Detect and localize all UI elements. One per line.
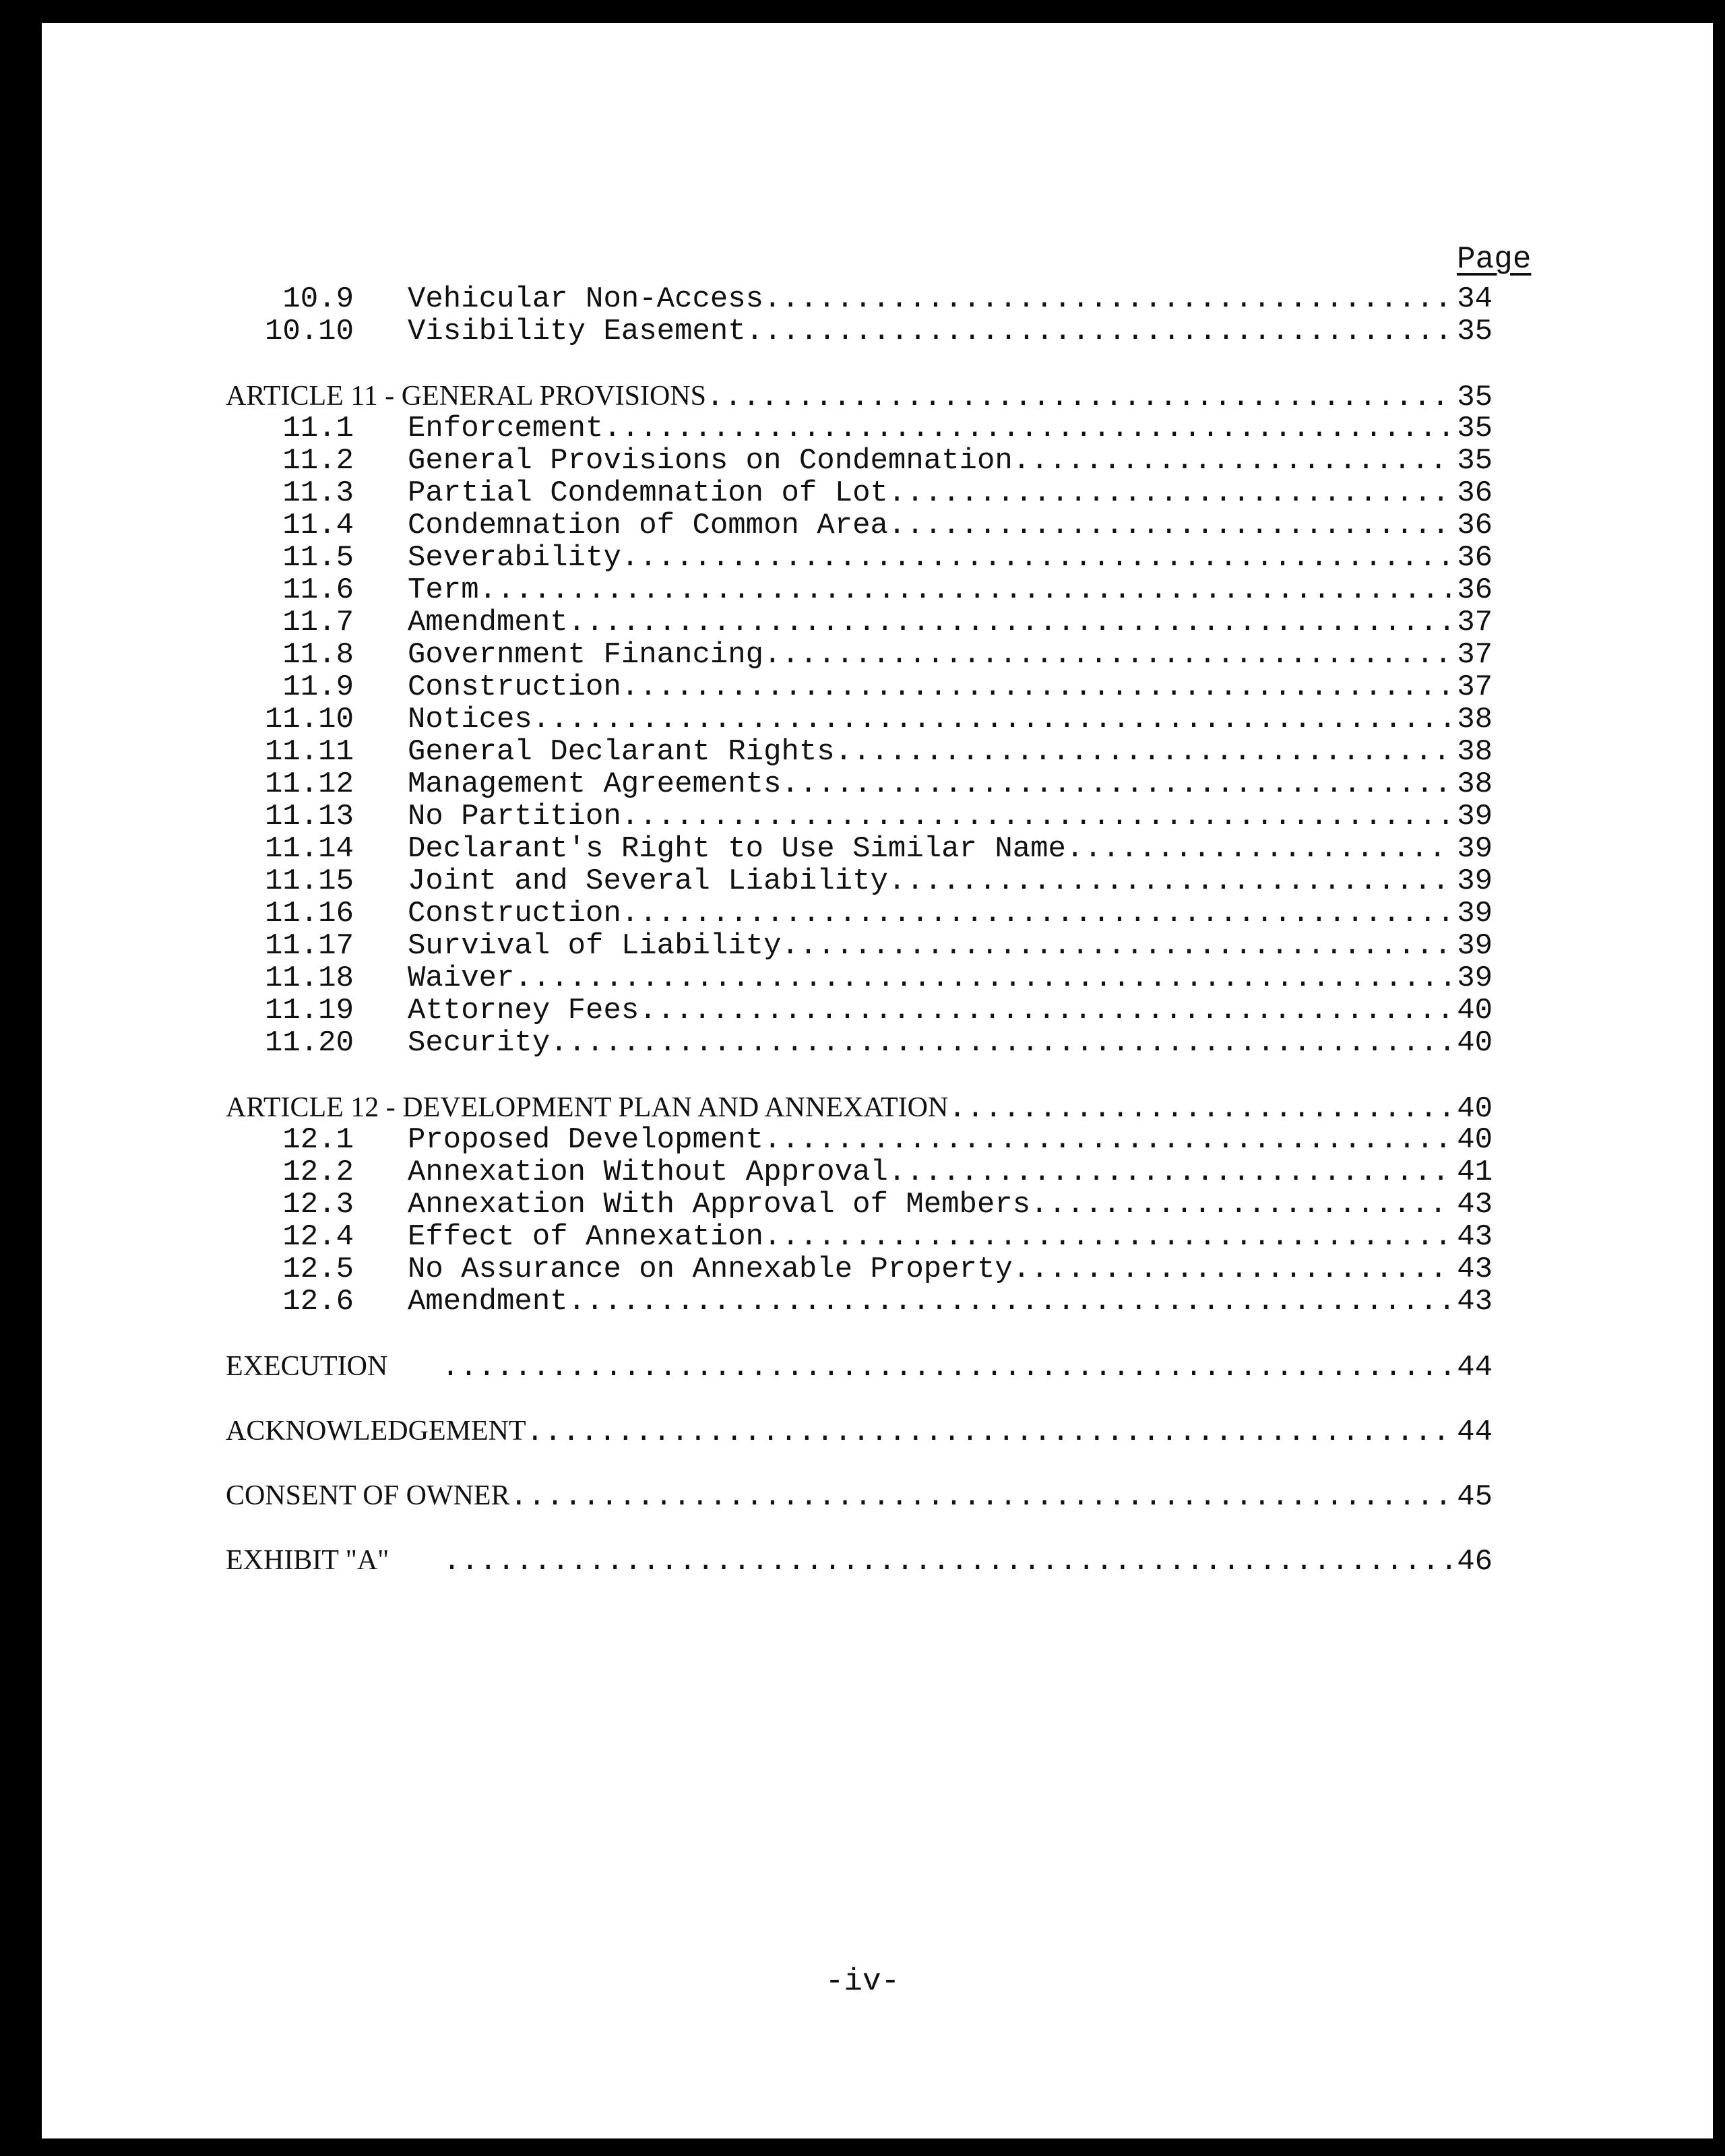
section-page-number: 36 bbox=[1457, 573, 1493, 607]
section-number: 11.8 bbox=[282, 638, 354, 672]
section-spacer bbox=[226, 348, 1493, 380]
section-number: 11.13 bbox=[264, 800, 354, 833]
section-title: Joint and Several Liability bbox=[408, 864, 888, 898]
section-title: Survival of Liability bbox=[408, 929, 782, 963]
toc-entry-row bbox=[226, 962, 1493, 994]
toc-entry-row bbox=[226, 509, 1493, 542]
section-title: Attorney Fees bbox=[408, 994, 639, 1027]
section-title: Government Financing bbox=[408, 638, 764, 672]
section-page-number: 39 bbox=[1457, 864, 1493, 898]
section-title: Enforcement bbox=[408, 412, 604, 445]
toc-entry-row bbox=[226, 574, 1493, 606]
section-title: Severability bbox=[408, 541, 621, 575]
section-page-number: 37 bbox=[1457, 670, 1493, 704]
section-title: Management Agreements bbox=[408, 767, 782, 801]
section-page-number: 43 bbox=[1457, 1188, 1493, 1222]
dot-leader bbox=[568, 606, 1452, 639]
section-page-number: 43 bbox=[1457, 1220, 1493, 1254]
dot-leader bbox=[441, 1352, 1452, 1384]
section-number: 12.4 bbox=[282, 1220, 354, 1254]
section-page-number: 35 bbox=[1457, 381, 1493, 414]
dot-leader bbox=[603, 412, 1452, 445]
section-number: 11.17 bbox=[264, 929, 354, 963]
section-spacer bbox=[226, 1512, 1493, 1544]
dot-leader bbox=[532, 703, 1452, 736]
dot-leader bbox=[782, 930, 1453, 962]
toc-entry-row bbox=[226, 283, 1493, 315]
toc-heading-row bbox=[226, 1350, 1493, 1383]
toc-entry-row bbox=[226, 994, 1493, 1027]
section-page-number: 36 bbox=[1457, 509, 1493, 542]
dot-leader bbox=[621, 897, 1452, 930]
section-page-number: 37 bbox=[1457, 606, 1493, 639]
section-number: 12.6 bbox=[282, 1285, 354, 1319]
dot-leader bbox=[763, 1124, 1452, 1156]
dot-leader bbox=[1013, 445, 1452, 477]
section-page-number: 39 bbox=[1457, 897, 1493, 930]
page-number: -iv- bbox=[825, 1964, 900, 1999]
section-page-number: 38 bbox=[1457, 703, 1493, 736]
section-spacer bbox=[226, 1059, 1493, 1091]
section-page-number: 36 bbox=[1457, 541, 1493, 575]
section-number: 11.10 bbox=[264, 703, 354, 736]
toc-entry-row bbox=[226, 1286, 1493, 1318]
dot-leader bbox=[763, 639, 1452, 671]
section-title: No Partition bbox=[408, 800, 621, 833]
dot-leader bbox=[639, 994, 1452, 1027]
dot-leader bbox=[1030, 1188, 1452, 1221]
dot-leader bbox=[621, 671, 1452, 703]
toc-entry-row bbox=[226, 703, 1493, 736]
toc-entry-row bbox=[226, 1124, 1493, 1156]
section-number: 11.18 bbox=[264, 961, 354, 995]
dot-leader bbox=[763, 1221, 1452, 1253]
section-title: No Assurance on Annexable Property bbox=[408, 1253, 1013, 1286]
toc-entry-row bbox=[226, 1253, 1493, 1286]
section-spacer bbox=[226, 1318, 1493, 1350]
dot-leader bbox=[888, 509, 1452, 542]
section-page-number: 39 bbox=[1457, 929, 1493, 963]
section-title: Proposed Development bbox=[408, 1123, 764, 1157]
section-page-number: 44 bbox=[1457, 1416, 1493, 1449]
toc-entry-row bbox=[226, 930, 1493, 962]
section-page-number: 39 bbox=[1457, 800, 1493, 833]
dot-leader bbox=[550, 1027, 1452, 1059]
section-number: 11.6 bbox=[282, 573, 354, 607]
dot-leader bbox=[479, 574, 1452, 606]
section-page-number: 35 bbox=[1457, 444, 1493, 478]
section-page-number: 45 bbox=[1457, 1480, 1493, 1514]
section-title: Annexation Without Approval bbox=[408, 1155, 888, 1189]
toc-entry-row bbox=[226, 736, 1493, 768]
section-title: Condemnation of Common Area bbox=[408, 509, 888, 542]
section-title: Amendment bbox=[408, 1285, 568, 1319]
section-page-number: 41 bbox=[1457, 1155, 1493, 1189]
toc-entry-row bbox=[226, 800, 1493, 833]
toc-heading-row bbox=[226, 380, 1493, 412]
dot-leader bbox=[888, 477, 1452, 509]
section-number: 11.5 bbox=[282, 541, 354, 575]
dot-leader bbox=[782, 768, 1453, 800]
section-title: EXHIBIT "A" bbox=[226, 1545, 389, 1576]
dot-leader bbox=[948, 1093, 1452, 1125]
section-title: CONSENT OF OWNER bbox=[226, 1480, 510, 1511]
dot-leader bbox=[706, 381, 1452, 414]
toc-entry-row bbox=[226, 477, 1493, 509]
section-title: Construction bbox=[408, 670, 621, 704]
section-number: 11.15 bbox=[264, 864, 354, 898]
section-title: Waiver bbox=[408, 961, 515, 995]
section-number: 11.7 bbox=[282, 606, 354, 639]
section-page-number: 38 bbox=[1457, 767, 1493, 801]
section-number: 11.1 bbox=[282, 412, 354, 445]
toc-entry-row bbox=[226, 1027, 1493, 1059]
section-page-number: 40 bbox=[1457, 1026, 1493, 1060]
toc-entry-row bbox=[226, 865, 1493, 897]
toc-entry-row bbox=[226, 606, 1493, 639]
dot-leader bbox=[621, 542, 1452, 574]
toc-heading-row bbox=[226, 1091, 1493, 1124]
section-page-number: 40 bbox=[1457, 1092, 1493, 1126]
section-spacer bbox=[226, 1447, 1493, 1480]
section-page-number: 39 bbox=[1457, 832, 1493, 866]
section-page-number: 35 bbox=[1457, 315, 1493, 348]
section-title: General Declarant Rights bbox=[408, 735, 835, 769]
section-page-number: 36 bbox=[1457, 476, 1493, 510]
section-number: 11.4 bbox=[282, 509, 354, 542]
toc-entry-row bbox=[226, 1156, 1493, 1188]
section-number: 11.12 bbox=[264, 767, 354, 801]
section-title: Partial Condemnation of Lot bbox=[408, 476, 888, 510]
section-title: Declarant's Right to Use Similar Name bbox=[408, 832, 1066, 866]
section-number: 12.5 bbox=[282, 1253, 354, 1286]
section-title: ARTICLE 12 - DEVELOPMENT PLAN AND ANNEXATION bbox=[226, 1092, 949, 1123]
section-title: ARTICLE 11 - GENERAL PROVISIONS bbox=[226, 381, 707, 412]
dot-leader bbox=[746, 315, 1452, 348]
section-page-number: 34 bbox=[1457, 282, 1493, 316]
toc-entry-row bbox=[226, 768, 1493, 800]
toc-heading-row bbox=[226, 1480, 1493, 1512]
dot-leader bbox=[835, 736, 1452, 768]
toc-entry-row bbox=[226, 639, 1493, 671]
section-page-number: 40 bbox=[1457, 1123, 1493, 1157]
section-title: ACKNOWLEDGEMENT bbox=[226, 1416, 526, 1447]
dot-leader bbox=[1066, 833, 1452, 865]
dot-leader bbox=[1013, 1253, 1452, 1286]
section-number: 11.19 bbox=[264, 994, 354, 1027]
section-page-number: 35 bbox=[1457, 412, 1493, 445]
section-page-number: 37 bbox=[1457, 638, 1493, 672]
toc-entry-row bbox=[226, 1188, 1493, 1221]
section-number: 11.20 bbox=[264, 1026, 354, 1060]
toc-entry-row bbox=[226, 833, 1493, 865]
toc-entry-row bbox=[226, 412, 1493, 445]
section-page-number: 43 bbox=[1457, 1285, 1493, 1319]
toc-entry-row bbox=[226, 897, 1493, 930]
section-title: Term bbox=[408, 573, 479, 607]
section-number: 11.3 bbox=[282, 476, 354, 510]
section-number: 12.3 bbox=[282, 1188, 354, 1222]
toc-entry-row bbox=[226, 1221, 1493, 1253]
toc-heading-row bbox=[226, 1544, 1493, 1577]
section-title: Effect of Annexation bbox=[408, 1220, 764, 1254]
section-title: EXECUTION bbox=[226, 1351, 388, 1382]
section-title: Visibility Easement bbox=[408, 315, 746, 348]
section-page-number: 46 bbox=[1457, 1545, 1493, 1579]
section-number: 12.1 bbox=[282, 1123, 354, 1157]
section-number: 10.10 bbox=[264, 315, 354, 348]
dot-leader bbox=[443, 1546, 1452, 1578]
page-column-header: Page bbox=[1457, 242, 1532, 277]
section-number: 12.2 bbox=[282, 1155, 354, 1189]
section-spacer bbox=[226, 1383, 1493, 1415]
section-page-number: 43 bbox=[1457, 1253, 1493, 1286]
toc-entry-row bbox=[226, 315, 1493, 348]
section-title: Notices bbox=[408, 703, 532, 736]
table-of-contents bbox=[226, 283, 1493, 1577]
section-title: General Provisions on Condemnation bbox=[408, 444, 1013, 478]
dot-leader bbox=[510, 1481, 1452, 1513]
section-title: Annexation With Approval of Members bbox=[408, 1188, 1031, 1222]
section-number: 11.9 bbox=[282, 670, 354, 704]
section-title: Vehicular Non-Access bbox=[408, 282, 764, 316]
section-number: 10.9 bbox=[282, 282, 354, 316]
section-title: Security bbox=[408, 1026, 551, 1060]
dot-leader bbox=[621, 800, 1452, 833]
section-page-number: 44 bbox=[1457, 1351, 1493, 1385]
dot-leader bbox=[763, 283, 1452, 315]
dot-leader bbox=[568, 1286, 1452, 1318]
section-number: 11.11 bbox=[264, 735, 354, 769]
section-page-number: 39 bbox=[1457, 961, 1493, 995]
section-number: 11.14 bbox=[264, 832, 354, 866]
section-page-number: 38 bbox=[1457, 735, 1493, 769]
toc-entry-row bbox=[226, 542, 1493, 574]
dot-leader bbox=[526, 1416, 1452, 1449]
toc-entry-row bbox=[226, 445, 1493, 477]
dot-leader bbox=[888, 1156, 1452, 1188]
dot-leader bbox=[888, 865, 1452, 897]
section-page-number: 40 bbox=[1457, 994, 1493, 1027]
section-number: 11.2 bbox=[282, 444, 354, 478]
section-number: 11.16 bbox=[264, 897, 354, 930]
dot-leader bbox=[514, 962, 1452, 994]
toc-entry-row bbox=[226, 671, 1493, 703]
toc-heading-row bbox=[226, 1415, 1493, 1447]
section-title: Construction bbox=[408, 897, 621, 930]
section-title: Amendment bbox=[408, 606, 568, 639]
